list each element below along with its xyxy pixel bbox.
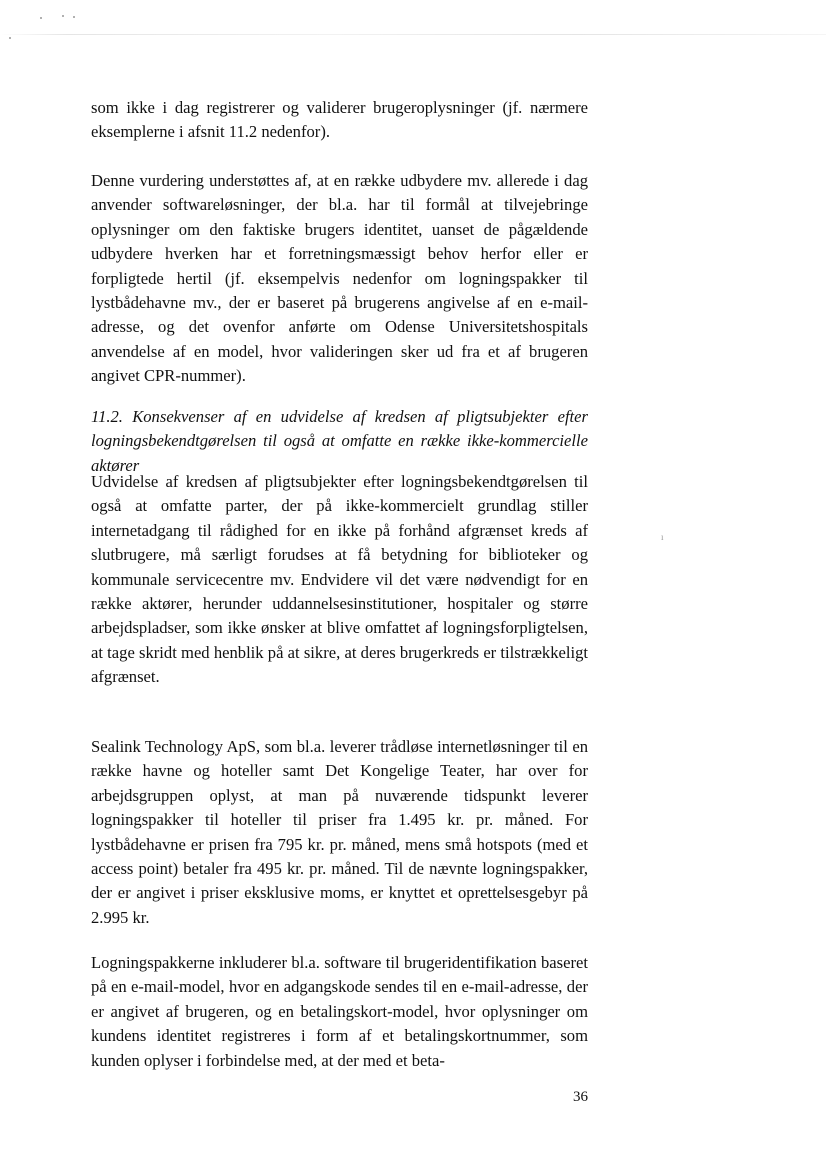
scan-speck <box>73 16 75 18</box>
scan-speck <box>40 17 42 19</box>
paragraph-logging-packages: Logningspakkerne inkluderer bl.a. software til brugeridentifikation baseret på en e-mail-model, hvor en adgangskode sendes til en e-mail-adresse, der er angivet af brugeren, og en betalingskort-model, hvor oplysninger om kundens identitet registreres i form af et betalingskortnummer, som kunden oplyser i forbindelse med, at der med et beta- <box>91 953 588 1070</box>
paragraph-assessment: Denne vurdering understøttes af, at en række udbydere mv. allerede i dag anvender softwareløsninger, der bl.a. har til formål at tilvejebringe oplysninger om den faktiske brugers identitet, uanset de pågældende udbydere hverken har et forretningsmæssigt behov herfor eller er forpligtede hertil (jf. eksempelvis nedenfor om logningspakker til lystbådehavne mv., der er baseret på brugerens angivelse af en e-mail-adresse, og det ovenfor anførte om Odense Universitetshospitals anvendelse af en model, hvor valideringen sker ud fra et af brugeren angivet CPR-nummer). <box>91 171 588 386</box>
scan-speck <box>9 37 11 39</box>
scan-speck <box>62 15 64 17</box>
page-number: 36 <box>573 1089 588 1105</box>
paragraph-expansion: Udvidelse af kredsen af pligtsubjekter efter logningsbekendtgørelsen til også at omfatte parter, der på ikke-kommercielt grundlag stiller internetadgang til rådighed for en ikke på forhånd afgrænset kreds af slutbrugere, må særligt forudses at få betydning for biblioteker og kommunale servicecentre mv. Endvidere vil det være nødvendigt for en række aktører, herunder uddannelsesinstitutioner, hospitaler og større arbejdspladser, som ikke ønsker at blive omfattet af logningsforpligtelsen, at tage skridt med henblik på at sikre, at deres brugerkreds er tilstrækkeligt afgrænset. <box>91 472 588 687</box>
margin-mark: ı <box>661 532 664 542</box>
section-heading: 11.2. Konsekvenser af en udvidelse af kredsen af pligtsubjekter efter logningsbekendtgørelsen til også at omfatte en række ikke-kommercielle aktører <box>91 407 588 475</box>
scan-artifact-line <box>0 34 826 35</box>
paragraph-intro: som ikke i dag registrerer og validerer brugeroplysninger (jf. nærmere eksemplerne i afsnit 11.2 nedenfor). <box>91 98 588 142</box>
paragraph-sealink: Sealink Technology ApS, som bl.a. leverer trådløse internetløsninger til en række havne og hoteller samt Det Kongelige Teater, har over for arbejdsgruppen oplyst, at man på nuværende tidspunkt leverer logningspakker til hoteller til priser fra 1.495 kr. pr. måned. For lystbådehavne er prisen fra 795 kr. pr. måned, mens små hotspots (med et access point) betaler fra 495 kr. pr. måned. Til de nævnte logningspakker, der er angivet i priser eksklusive moms, er knyttet et oprettelsesgebyr på 2.995 kr. <box>91 737 588 927</box>
